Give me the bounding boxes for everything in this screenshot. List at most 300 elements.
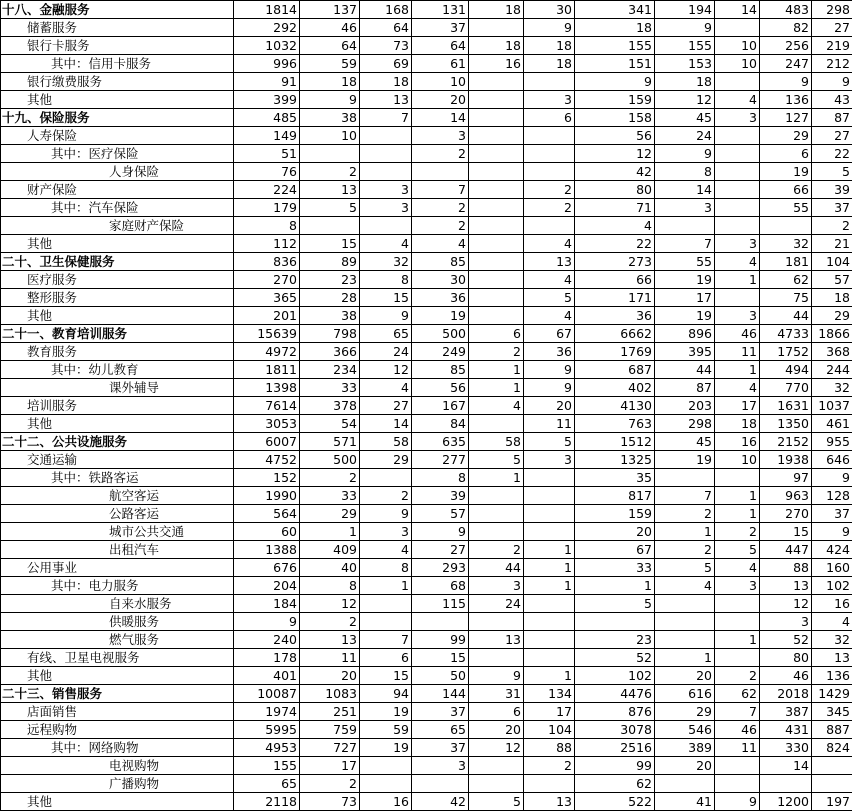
table-cell: 298	[655, 415, 715, 433]
row-label: 培训服务	[1, 397, 234, 415]
table-cell: 12	[575, 145, 655, 163]
table-cell	[469, 73, 524, 91]
table-cell: 8	[412, 469, 469, 487]
table-cell: 4476	[575, 685, 655, 703]
table-cell: 5	[812, 163, 852, 181]
table-cell: 15	[360, 289, 412, 307]
table-cell: 4	[575, 217, 655, 235]
table-cell	[812, 775, 852, 793]
table-cell: 13	[524, 253, 575, 271]
table-cell: 365	[234, 289, 300, 307]
row-label: 其他	[1, 235, 234, 253]
table-cell: 14	[412, 109, 469, 127]
table-cell: 13	[524, 793, 575, 811]
table-cell	[360, 757, 412, 775]
table-cell: 836	[234, 253, 300, 271]
table-cell: 16	[360, 793, 412, 811]
table-row	[1, 523, 852, 541]
table-cell: 876	[575, 703, 655, 721]
table-cell: 99	[575, 757, 655, 775]
table-cell: 134	[524, 685, 575, 703]
table-cell: 2152	[760, 433, 812, 451]
table-cell: 15	[412, 649, 469, 667]
table-cell: 270	[234, 271, 300, 289]
table-row	[1, 325, 852, 343]
table-cell: 12	[300, 595, 360, 613]
table-cell	[469, 505, 524, 523]
row-label: 出租汽车	[1, 541, 234, 559]
table-row	[1, 91, 852, 109]
row-label: 家庭财产保险	[1, 217, 234, 235]
table-cell	[715, 181, 760, 199]
table-cell: 20	[524, 397, 575, 415]
table-cell	[412, 613, 469, 631]
table-cell: 9	[715, 793, 760, 811]
table-cell: 23	[300, 271, 360, 289]
table-cell: 2	[300, 469, 360, 487]
row-label: 二十三、销售服务	[1, 685, 234, 703]
row-label: 二十、卫生保健服务	[1, 253, 234, 271]
table-cell: 1	[575, 577, 655, 595]
table-cell: 9	[760, 73, 812, 91]
table-cell: 68	[412, 577, 469, 595]
table-cell	[360, 217, 412, 235]
table-cell: 273	[575, 253, 655, 271]
table-cell: 10	[715, 55, 760, 73]
table-cell: 9	[300, 91, 360, 109]
table-cell: 127	[760, 109, 812, 127]
table-cell: 293	[412, 559, 469, 577]
table-cell: 4972	[234, 343, 300, 361]
table-cell: 7	[715, 703, 760, 721]
table-cell: 824	[812, 739, 852, 757]
table-cell: 18	[524, 55, 575, 73]
table-row	[1, 595, 852, 613]
table-cell	[715, 163, 760, 181]
table-cell: 144	[412, 685, 469, 703]
table-cell	[524, 649, 575, 667]
table-cell: 158	[575, 109, 655, 127]
table-cell: 184	[234, 595, 300, 613]
table-cell: 44	[469, 559, 524, 577]
table-cell: 1	[524, 541, 575, 559]
table-cell: 3	[412, 127, 469, 145]
table-cell: 13	[300, 631, 360, 649]
table-row	[1, 667, 852, 685]
table-cell: 37	[812, 505, 852, 523]
table-cell: 1	[715, 505, 760, 523]
table-row	[1, 379, 852, 397]
table-cell: 1990	[234, 487, 300, 505]
table-cell: 494	[760, 361, 812, 379]
table-row	[1, 55, 852, 73]
table-cell	[469, 145, 524, 163]
table-cell: 159	[575, 505, 655, 523]
table-cell: 2	[360, 487, 412, 505]
table-cell: 30	[524, 1, 575, 19]
table-cell	[715, 199, 760, 217]
table-cell: 20	[655, 757, 715, 775]
table-cell: 36	[524, 343, 575, 361]
table-cell: 8	[360, 271, 412, 289]
row-label: 其中：电力服务	[1, 577, 234, 595]
table-cell: 887	[812, 721, 852, 739]
table-cell: 94	[360, 685, 412, 703]
row-label: 其他	[1, 307, 234, 325]
row-label: 其中：汽车保险	[1, 199, 234, 217]
table-cell: 3	[360, 199, 412, 217]
row-label: 公路客运	[1, 505, 234, 523]
table-row	[1, 109, 852, 127]
table-cell: 7	[655, 235, 715, 253]
table-cell: 67	[575, 541, 655, 559]
table-cell: 270	[760, 505, 812, 523]
table-row	[1, 685, 852, 703]
table-cell: 10087	[234, 685, 300, 703]
table-row	[1, 145, 852, 163]
table-cell: 39	[812, 181, 852, 199]
table-cell: 7	[360, 109, 412, 127]
table-row	[1, 775, 852, 793]
table-row	[1, 739, 852, 757]
table-cell: 62	[760, 271, 812, 289]
table-cell: 201	[234, 307, 300, 325]
table-cell: 44	[760, 307, 812, 325]
table-cell: 24	[655, 127, 715, 145]
row-label: 其中：网络购物	[1, 739, 234, 757]
table-cell: 9	[524, 379, 575, 397]
table-row	[1, 433, 852, 451]
table-cell: 136	[760, 91, 812, 109]
table-row	[1, 163, 852, 181]
table-cell: 2	[469, 343, 524, 361]
table-cell: 5	[575, 595, 655, 613]
table-cell: 46	[300, 19, 360, 37]
table-cell	[715, 469, 760, 487]
table-row	[1, 721, 852, 739]
table-cell: 41	[655, 793, 715, 811]
table-cell: 424	[812, 541, 852, 559]
table-cell: 9	[655, 19, 715, 37]
table-cell: 2516	[575, 739, 655, 757]
row-label: 十九、保险服务	[1, 109, 234, 127]
table-cell: 52	[760, 631, 812, 649]
table-row	[1, 487, 852, 505]
table-cell: 7	[360, 631, 412, 649]
table-cell: 2	[469, 541, 524, 559]
table-cell: 159	[575, 91, 655, 109]
table-cell: 6	[524, 109, 575, 127]
table-cell	[469, 199, 524, 217]
table-cell: 66	[760, 181, 812, 199]
table-cell: 50	[412, 667, 469, 685]
table-cell: 292	[234, 19, 300, 37]
table-cell	[524, 163, 575, 181]
table-cell: 155	[575, 37, 655, 55]
table-cell: 251	[300, 703, 360, 721]
table-cell	[360, 127, 412, 145]
table-cell: 3	[715, 307, 760, 325]
table-cell: 1	[524, 577, 575, 595]
table-cell: 32	[360, 253, 412, 271]
table-cell: 2	[412, 199, 469, 217]
table-cell: 160	[812, 559, 852, 577]
table-cell: 11	[524, 415, 575, 433]
table-cell	[715, 145, 760, 163]
table-cell: 1	[469, 379, 524, 397]
table-cell: 11	[715, 739, 760, 757]
table-cell	[360, 613, 412, 631]
table-cell: 1	[360, 577, 412, 595]
table-cell: 2	[524, 181, 575, 199]
table-cell: 12	[469, 739, 524, 757]
table-cell: 102	[812, 577, 852, 595]
table-cell: 197	[812, 793, 852, 811]
table-cell: 9	[360, 307, 412, 325]
table-cell: 99	[412, 631, 469, 649]
table-cell: 2	[300, 775, 360, 793]
table-cell: 483	[760, 1, 812, 19]
table-cell	[715, 127, 760, 145]
table-cell: 6	[469, 325, 524, 343]
table-cell: 635	[412, 433, 469, 451]
row-label: 整形服务	[1, 289, 234, 307]
row-label: 店面销售	[1, 703, 234, 721]
table-cell: 1	[469, 469, 524, 487]
table-cell: 149	[234, 127, 300, 145]
table-cell	[412, 163, 469, 181]
table-cell: 18	[524, 37, 575, 55]
table-cell	[469, 415, 524, 433]
table-cell: 2	[715, 667, 760, 685]
table-cell	[524, 469, 575, 487]
table-cell: 28	[300, 289, 360, 307]
table-cell: 32	[812, 379, 852, 397]
row-label: 人身保险	[1, 163, 234, 181]
table-cell: 20	[469, 721, 524, 739]
table-cell: 247	[760, 55, 812, 73]
table-cell: 55	[760, 199, 812, 217]
table-cell: 244	[812, 361, 852, 379]
table-cell: 71	[575, 199, 655, 217]
table-cell: 51	[234, 145, 300, 163]
table-cell: 4	[715, 559, 760, 577]
table-row	[1, 397, 852, 415]
table-cell	[469, 289, 524, 307]
table-cell: 27	[812, 127, 852, 145]
table-cell: 4	[524, 271, 575, 289]
table-cell: 564	[234, 505, 300, 523]
table-cell	[469, 109, 524, 127]
table-cell	[469, 613, 524, 631]
table-cell: 9	[812, 523, 852, 541]
table-cell: 23	[575, 631, 655, 649]
table-cell	[524, 73, 575, 91]
table-cell: 58	[360, 433, 412, 451]
table-cell	[715, 289, 760, 307]
table-cell: 20	[655, 667, 715, 685]
table-cell	[812, 757, 852, 775]
table-cell: 203	[655, 397, 715, 415]
table-cell	[655, 631, 715, 649]
table-cell: 571	[300, 433, 360, 451]
table-cell: 64	[300, 37, 360, 55]
table-cell: 5	[524, 289, 575, 307]
table-cell: 4	[524, 235, 575, 253]
table-cell: 36	[412, 289, 469, 307]
table-cell	[469, 775, 524, 793]
table-cell: 461	[812, 415, 852, 433]
table-cell	[715, 613, 760, 631]
table-cell: 1814	[234, 1, 300, 19]
table-cell: 88	[524, 739, 575, 757]
table-cell: 35	[575, 469, 655, 487]
table-cell: 73	[300, 793, 360, 811]
table-cell: 249	[412, 343, 469, 361]
table-cell: 57	[812, 271, 852, 289]
table-cell: 1631	[760, 397, 812, 415]
table-cell: 10	[715, 37, 760, 55]
table-cell: 13	[812, 649, 852, 667]
table-cell: 1429	[812, 685, 852, 703]
row-label: 电视购物	[1, 757, 234, 775]
table-cell: 616	[655, 685, 715, 703]
table-cell: 65	[234, 775, 300, 793]
table-cell: 759	[300, 721, 360, 739]
table-cell: 1	[715, 487, 760, 505]
table-cell: 29	[300, 505, 360, 523]
table-cell: 14	[655, 181, 715, 199]
table-cell: 19	[655, 271, 715, 289]
table-cell: 16	[715, 433, 760, 451]
table-cell: 763	[575, 415, 655, 433]
table-cell: 896	[655, 325, 715, 343]
table-row	[1, 559, 852, 577]
table-cell: 46	[760, 667, 812, 685]
table-row	[1, 343, 852, 361]
table-cell: 2	[524, 757, 575, 775]
table-cell: 8	[234, 217, 300, 235]
table-cell: 298	[812, 1, 852, 19]
table-cell: 1752	[760, 343, 812, 361]
table-cell	[715, 595, 760, 613]
table-cell: 11	[715, 343, 760, 361]
table-cell: 37	[412, 19, 469, 37]
table-cell: 485	[234, 109, 300, 127]
table-cell	[469, 487, 524, 505]
table-cell: 104	[524, 721, 575, 739]
table-cell: 27	[412, 541, 469, 559]
table-cell: 4	[715, 91, 760, 109]
table-cell: 179	[234, 199, 300, 217]
table-cell: 389	[655, 739, 715, 757]
table-cell: 37	[812, 199, 852, 217]
table-cell: 3	[715, 235, 760, 253]
row-label: 人寿保险	[1, 127, 234, 145]
table-cell: 64	[412, 37, 469, 55]
table-cell: 6662	[575, 325, 655, 343]
table-cell	[655, 469, 715, 487]
table-cell: 87	[812, 109, 852, 127]
table-cell: 13	[469, 631, 524, 649]
table-cell: 2	[655, 541, 715, 559]
table-cell	[655, 217, 715, 235]
table-cell: 64	[360, 19, 412, 37]
table-cell: 5	[715, 541, 760, 559]
table-cell: 65	[360, 325, 412, 343]
table-cell: 8	[300, 577, 360, 595]
table-cell	[469, 217, 524, 235]
table-cell: 9	[524, 19, 575, 37]
table-cell: 204	[234, 577, 300, 595]
table-cell: 55	[655, 253, 715, 271]
table-cell: 44	[655, 361, 715, 379]
table-cell: 24	[469, 595, 524, 613]
table-cell: 4	[360, 235, 412, 253]
table-cell: 409	[300, 541, 360, 559]
table-cell	[524, 631, 575, 649]
table-cell: 5	[300, 199, 360, 217]
table-cell: 59	[300, 55, 360, 73]
table-cell: 9	[360, 505, 412, 523]
table-row	[1, 199, 852, 217]
table-cell: 15	[360, 667, 412, 685]
table-cell: 345	[812, 703, 852, 721]
table-cell: 61	[412, 55, 469, 73]
row-label: 广播购物	[1, 775, 234, 793]
table-cell: 42	[412, 793, 469, 811]
table-row	[1, 361, 852, 379]
table-cell	[360, 775, 412, 793]
table-cell: 39	[412, 487, 469, 505]
table-cell: 38	[300, 307, 360, 325]
table-cell: 401	[234, 667, 300, 685]
table-cell: 29	[655, 703, 715, 721]
table-cell	[469, 19, 524, 37]
table-cell: 5	[469, 451, 524, 469]
row-label: 有线、卫星电视服务	[1, 649, 234, 667]
table-cell: 46	[715, 325, 760, 343]
table-cell: 402	[575, 379, 655, 397]
table-cell: 38	[300, 109, 360, 127]
table-cell: 1200	[760, 793, 812, 811]
table-cell: 18	[300, 73, 360, 91]
row-label: 供暖服务	[1, 613, 234, 631]
table-cell	[715, 19, 760, 37]
table-cell: 447	[760, 541, 812, 559]
table-cell: 151	[575, 55, 655, 73]
table-cell: 2	[412, 145, 469, 163]
table-cell: 45	[655, 109, 715, 127]
table-cell: 1866	[812, 325, 852, 343]
table-cell	[300, 145, 360, 163]
table-cell: 97	[760, 469, 812, 487]
table-cell: 9	[524, 361, 575, 379]
table-cell: 88	[760, 559, 812, 577]
table-cell	[524, 217, 575, 235]
table-cell	[524, 145, 575, 163]
table-cell: 75	[760, 289, 812, 307]
row-label: 储蓄服务	[1, 19, 234, 37]
table-cell: 9	[469, 667, 524, 685]
table-cell: 18	[469, 37, 524, 55]
table-row	[1, 271, 852, 289]
table-cell: 3	[360, 523, 412, 541]
table-cell: 131	[412, 1, 469, 19]
row-label: 其他	[1, 667, 234, 685]
row-label: 交通运输	[1, 451, 234, 469]
table-cell: 676	[234, 559, 300, 577]
